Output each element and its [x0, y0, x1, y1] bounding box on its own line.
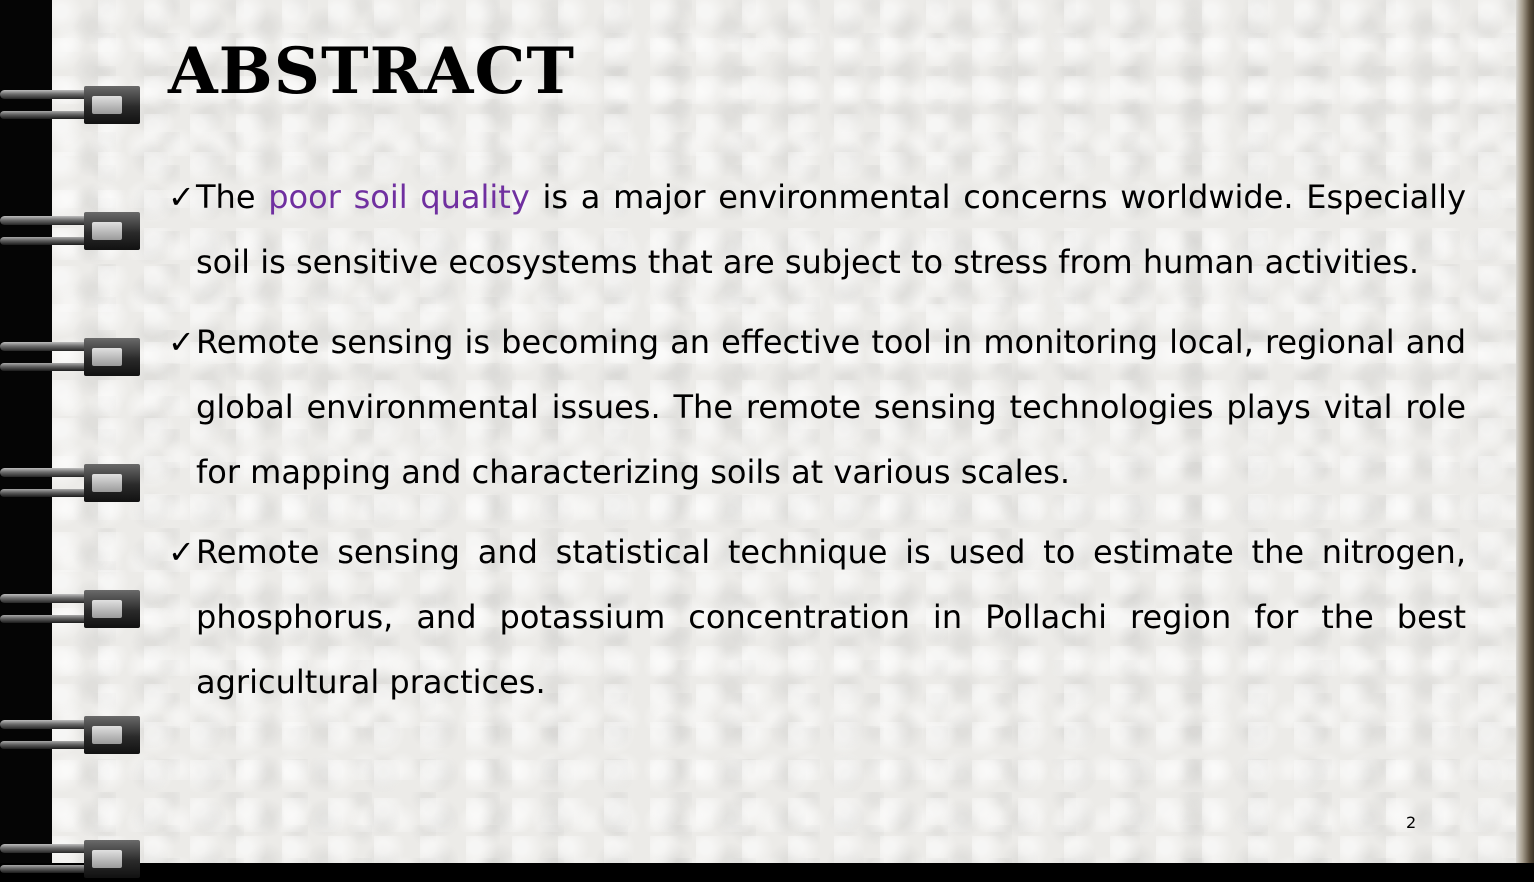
- bullet-item: [168, 310, 1466, 505]
- spiral-ring: [0, 336, 140, 380]
- spiral-ring: [0, 588, 140, 632]
- checkmark-icon: ✓: [168, 178, 195, 216]
- checkmark-icon: ✓: [168, 323, 195, 361]
- bullet-text-start: The: [196, 178, 269, 216]
- spiral-ring: [0, 838, 140, 882]
- slide-title: ABSTRACT: [168, 34, 575, 109]
- spiral-ring: [0, 84, 140, 128]
- bullet-text: Remote sensing and statistical technique is used to estimate the nitrogen, phosphorus, and potassium concentration in Pollachi region for the best agricultural practices.: [196, 533, 1466, 701]
- bullet-text-end: is a major environmental concerns worldwide. Especially soil is sensitive ecosystems that are subject to stress from human activities.: [196, 178, 1467, 281]
- bullet-item: [168, 165, 1466, 295]
- checkmark-icon: ✓: [168, 533, 195, 571]
- spiral-ring: [0, 714, 140, 758]
- highlighted-phrase: poor soil quality: [268, 178, 530, 216]
- bullet-list: [168, 165, 1466, 730]
- bullet-text: Remote sensing is becoming an effective tool in monitoring local, regional and global environmental issues. The remote sensing technologies plays vital role for mapping and characterizing soils at various scales.: [196, 323, 1466, 491]
- spiral-ring: [0, 462, 140, 506]
- spiral-ring: [0, 210, 140, 254]
- bullet-item: [168, 520, 1466, 715]
- page-number: 2: [1406, 813, 1417, 832]
- page-edge: [1516, 0, 1534, 863]
